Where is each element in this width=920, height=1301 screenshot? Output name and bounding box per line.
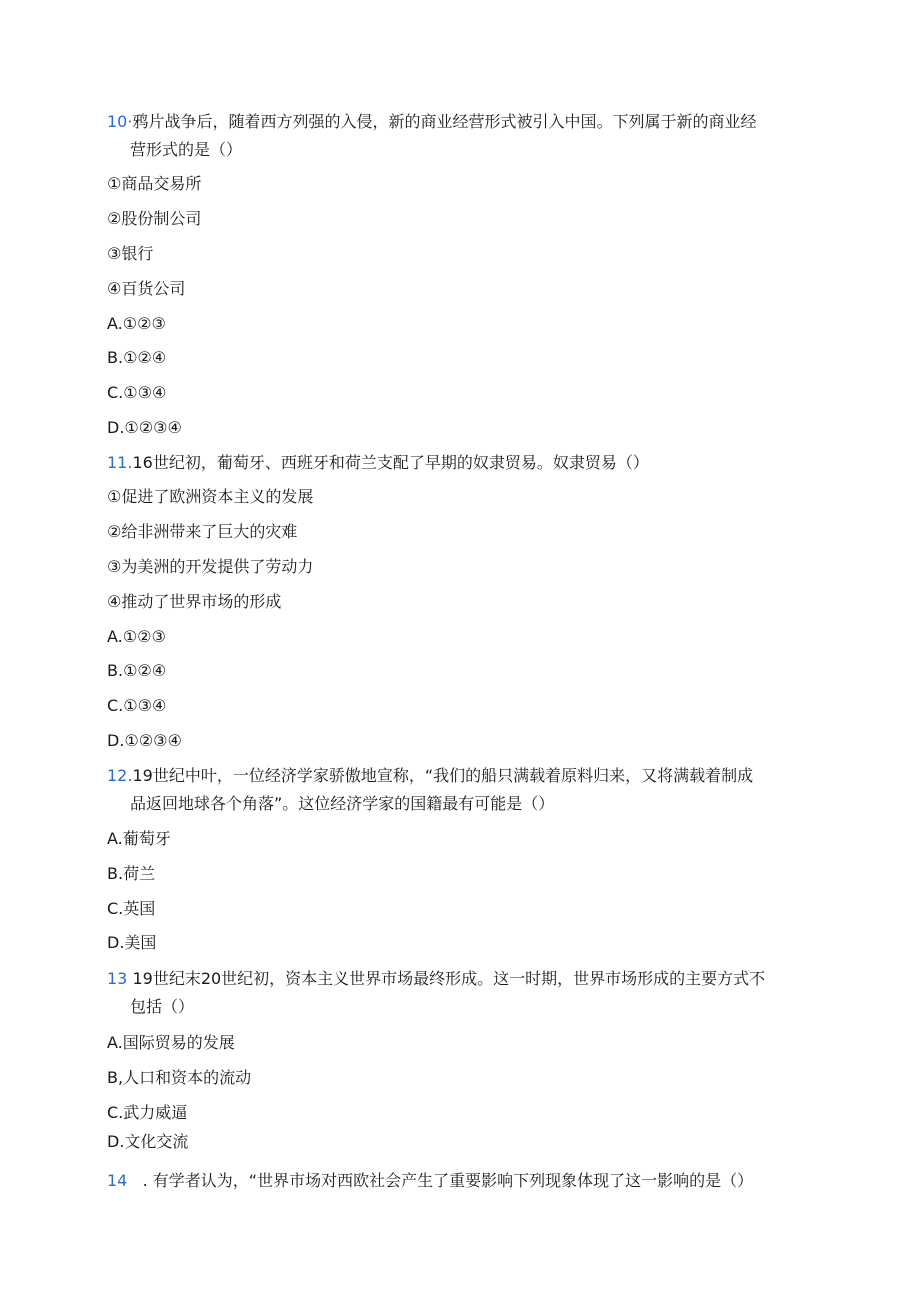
q11-stem-line1 bbox=[107, 452, 649, 474]
q11-option-c: C.①③④ bbox=[107, 696, 167, 715]
q14-stem-line1 bbox=[107, 1170, 753, 1192]
q13-stem-line2: 包括（） bbox=[130, 997, 195, 1016]
q13-stem-line1 bbox=[107, 968, 765, 990]
q14-number: 14 bbox=[107, 1171, 128, 1190]
q10-option-b: B.①②④ bbox=[107, 348, 167, 367]
q10-item-2: ②股份制公司 bbox=[107, 209, 202, 228]
q10-option-d: D.①②③④ bbox=[107, 418, 182, 437]
q10-stem-text: 鸦片战争后，随着西方列强的入侵，新的商业经营形式被引入中国。下列属于新的商业经 bbox=[132, 112, 757, 131]
q11-option-b: B.①②④ bbox=[107, 661, 167, 680]
q12-option-a: A.葡萄牙 bbox=[107, 829, 171, 848]
q10-option-c: C.①③④ bbox=[107, 383, 167, 402]
q10-option-a: A.①②③ bbox=[107, 314, 166, 333]
q10-number: 10· bbox=[107, 112, 133, 131]
q13-option-b: B,人口和资本的流动 bbox=[107, 1068, 252, 1087]
q12-stem-line1 bbox=[107, 765, 753, 787]
q11-number: 11. bbox=[107, 453, 133, 472]
q12-stem-text: 19世纪中叶，一位经济学家骄傲地宣称，“我们的船只满载着原料归来，又将满载着制成 bbox=[132, 766, 754, 785]
q11-stem-text: 16世纪初，葡萄牙、西班牙和荷兰支配了早期的奴隶贸易。奴隶贸易（） bbox=[132, 453, 649, 472]
q12-option-c: C.英国 bbox=[107, 899, 156, 918]
q11-option-d: D.①②③④ bbox=[107, 731, 182, 750]
q13-stem-text: 19世纪末20世纪初，资本主义世界市场最终形成。这一时期，世界市场形成的主要方式不 bbox=[132, 969, 766, 988]
q12-option-b: B.荷兰 bbox=[107, 864, 156, 883]
q13-option-d: D.文化交流 bbox=[107, 1132, 189, 1151]
q13-number: 13 bbox=[107, 969, 128, 988]
q10-stem-line1 bbox=[107, 111, 756, 133]
q10-stem-line2: 营形式的是（） bbox=[130, 140, 243, 159]
q12-stem-line2: 品返回地球各个角落”。这位经济学家的国籍最有可能是（） bbox=[130, 794, 555, 813]
q13-option-c: C.武力威逼 bbox=[107, 1103, 188, 1122]
q10-item-3: ③银行 bbox=[107, 244, 154, 263]
q14-stem-text: . 有学者认为，“世界市场对西欧社会产生了重要影响下列现象体现了这一影响的是（） bbox=[142, 1171, 754, 1190]
q12-option-d: D.美国 bbox=[107, 933, 157, 952]
q11-item-4: ④推动了世界市场的形成 bbox=[107, 592, 282, 611]
q10-item-4: ④百货公司 bbox=[107, 279, 186, 298]
q10-item-1: ①商品交易所 bbox=[107, 174, 202, 193]
q12-number: 12. bbox=[107, 766, 133, 785]
q11-item-2: ②给非洲带来了巨大的灾难 bbox=[107, 522, 298, 541]
q13-option-a: A.国际贸易的发展 bbox=[107, 1033, 235, 1052]
q11-item-1: ①促进了欧洲资本主义的发展 bbox=[107, 487, 314, 506]
q11-item-3: ③为美洲的开发提供了劳动力 bbox=[107, 557, 314, 576]
q11-option-a: A.①②③ bbox=[107, 627, 166, 646]
